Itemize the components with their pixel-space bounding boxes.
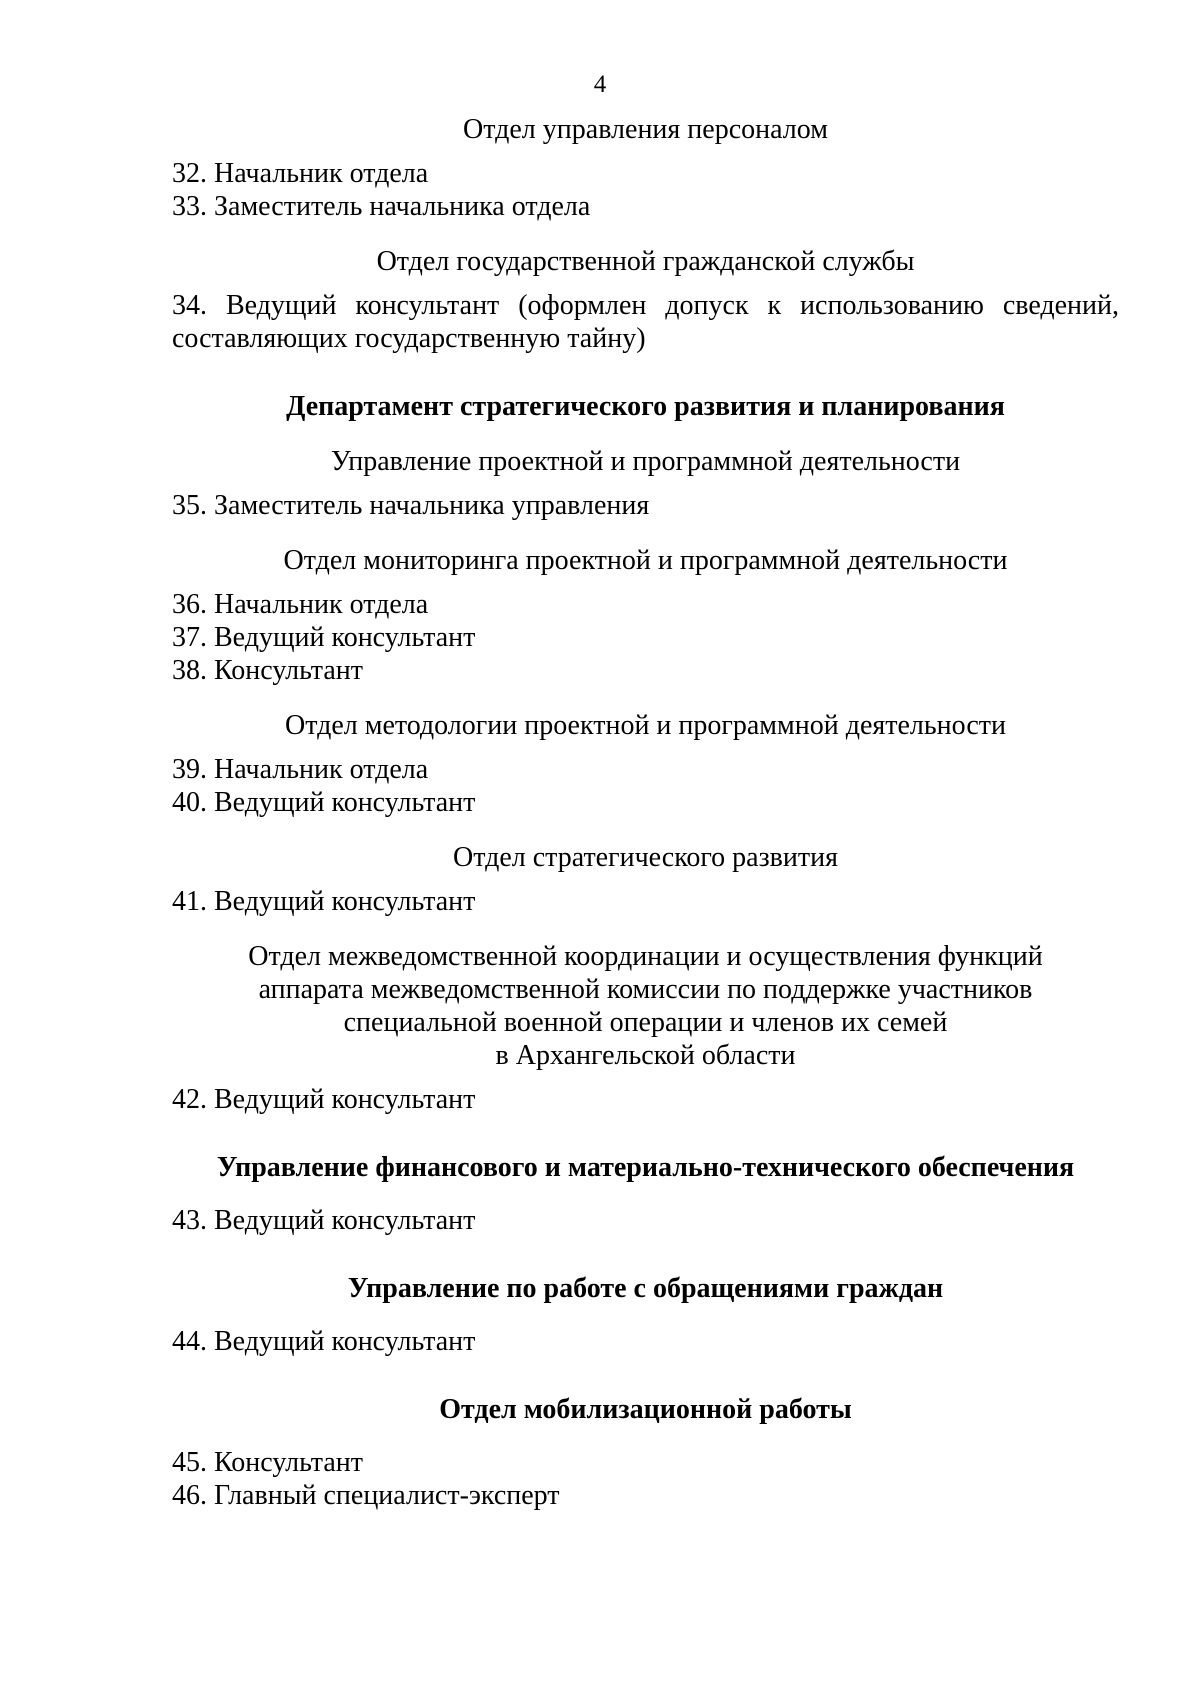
section-heading: Отдел стратегического развития (453, 842, 838, 873)
list-item: 41. Ведущий консультант (172, 886, 476, 917)
section-heading: Отдел управления персоналом (463, 114, 828, 145)
position-list (172, 1325, 1119, 1358)
position-list (172, 753, 1119, 819)
list-item: 37. Ведущий консультант (172, 622, 476, 653)
list-item: 38. Консультант (172, 655, 363, 686)
page-number: 4 (593, 71, 607, 98)
list-item: 34. Ведущий консультант (оформлен допуск к использованию сведений, составляющих государственную тайну) (172, 290, 1119, 354)
multiline-section-heading (172, 940, 1119, 1072)
department-heading: Управление финансового и материально-технического обеспечения (216, 1152, 1075, 1183)
section-heading-line: в Архангельской области (495, 1040, 796, 1071)
section-heading: Отдел методологии проектной и программной деятельности (284, 710, 1006, 741)
position-list (172, 157, 1119, 223)
list-item: 35. Заместитель начальника управления (172, 490, 650, 521)
document-body (172, 113, 1119, 1512)
section-heading: Управление проектной и программной деятельности (330, 446, 961, 477)
position-list (172, 289, 1119, 355)
position-list (172, 1204, 1119, 1237)
position-list (172, 588, 1119, 687)
list-item: 39. Начальник отдела (172, 754, 429, 785)
section-heading-line: Отдел межведомственной координации и осуществления функций (248, 941, 1043, 972)
list-item: 42. Ведущий консультант (172, 1084, 476, 1115)
position-list (172, 885, 1119, 918)
list-item: 36. Начальник отдела (172, 589, 429, 620)
list-item: 44. Ведущий консультант (172, 1326, 476, 1357)
department-heading: Департамент стратегического развития и планирования (286, 391, 1005, 422)
list-item: 46. Главный специалист-эксперт (172, 1480, 560, 1511)
position-list (172, 489, 1119, 522)
section-heading: Отдел мониторинга проектной и программной деятельности (283, 545, 1008, 576)
list-item: 32. Начальник отдела (172, 158, 429, 189)
department-heading: Отдел мобилизационной работы (439, 1394, 852, 1425)
list-item: 33. Заместитель начальника отдела (172, 191, 591, 222)
section-heading-line: аппарата межведомственной комиссии по поддержке участников (258, 974, 1033, 1005)
position-list (172, 1446, 1119, 1512)
position-list (172, 1083, 1119, 1116)
list-item: 43. Ведущий консультант (172, 1205, 476, 1236)
section-heading-line: специальной военной операции и членов их семей (343, 1007, 948, 1038)
list-item: 45. Консультант (172, 1447, 363, 1478)
list-item: 40. Ведущий консультант (172, 787, 476, 818)
section-heading: Отдел государственной гражданской службы (376, 246, 915, 277)
department-heading: Управление по работе с обращениями граждан (347, 1273, 944, 1304)
